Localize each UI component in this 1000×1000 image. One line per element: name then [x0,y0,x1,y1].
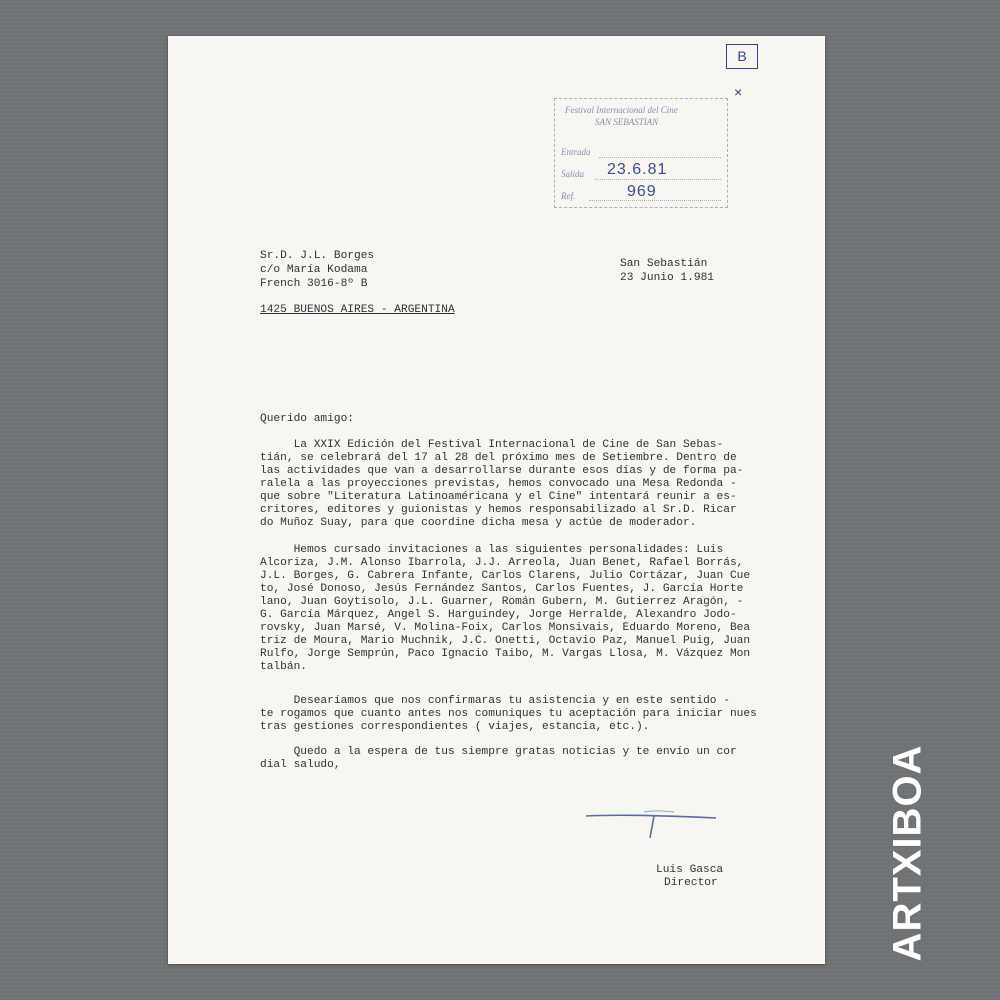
paragraph-line: las actividades que van a desarrollarse durante esos días y de forma pa- [260,465,744,477]
handwritten-signature [584,804,724,844]
recipient-name: Sr.D. J.L. Borges [260,250,375,262]
paragraph-line: tián, se celebrará del 17 al 28 del próximo mes de Setiembre. Dentro de [260,452,737,464]
paragraph-line: rovsky, Juan Marsé, V. Molina-Foix, Carlos Monsivais, Eduardo Moreno, Bea [260,622,751,634]
stamp-entrada-label: Entrada [561,147,591,157]
stamp-ref-label: Ref. [561,191,576,201]
stamp-line-1: Festival Internacional del Cine [565,105,678,115]
stamp-ref-number: 969 [627,183,657,200]
paragraph-line: que sobre "Literatura Latinoaméricana y el Cine" intentará reunir a es- [260,491,737,503]
recipient-care-of: c/o María Kodama [260,264,368,276]
sender-city: San Sebastián [620,258,708,270]
paragraph-line: triz de Moura, Mario Muchnik, J.C. Onetti, Octavio Paz, Manuel Puig, Juan [260,635,751,647]
paragraph-line: Rulfo, Jorge Semprún, Paco Ignacio Taibo, M. Vargas Llosa, M. Vázquez Mon [260,648,751,660]
paragraph-line: dial saludo, [260,759,341,771]
paragraph-line: to, José Donoso, Jesús Fernández Santos, Carlos Fuentes, J. García Horte [260,583,744,595]
stamp-divider [599,157,721,158]
archive-box-label: B [726,44,758,69]
stamp-salida-label: Salida [561,169,585,179]
paragraph-line: tras gestiones correspondientes ( viajes, estancia, etc.). [260,721,650,733]
recipient-city-country: 1425 BUENOS AIRES - ARGENTINA [260,304,455,316]
letter-page [168,36,825,964]
paragraph-line: critores, editores y guionistas y hemos responsabilizado al Sr.D. Ricar [260,504,737,516]
paragraph-line: talbán. [260,661,307,673]
paragraph-line: Hemos cursado invitaciones a las siguientes personalidades: Luis [260,544,724,556]
paragraph-line: Quedo a la espera de tus siempre gratas noticias y te envío un cor [260,746,737,758]
paragraph-line: G. García Márquez, Angel S. Harguindey, Jorge Herralde, Alexandro Jodo- [260,609,737,621]
paragraph-line: Alcoriza, J.M. Alonso Ibarrola, J.J. Arreola, Juan Benet, Rafael Borrás, [260,557,744,569]
recipient-street: French 3016-8º B [260,278,368,290]
stamp-divider [595,179,721,180]
watermark-text: ARTXIBOA [885,744,930,962]
paragraph-line: Desearíamos que nos confirmaras tu asistencia y en este sentido - [260,695,730,707]
archive-watermark [858,738,958,968]
salutation: Querido amigo: [260,413,354,425]
signatory-title: Director [664,877,718,889]
paragraph-line: J.L. Borges, G. Cabrera Infante, Carlos Clarens, Julio Cortázar, Juan Cue [260,570,751,582]
paragraph-line: lano, Juan Goytisolo, J.L. Guarner, Román Gubern, M. Gutierrez Aragón, - [260,596,744,608]
paragraph-line: do Muñoz Suay, para que coordine dicha mesa y actúe de moderador. [260,517,697,529]
stamp-salida-date: 23.6.81 [607,161,668,178]
signatory-name: Luis Gasca [656,864,724,876]
paragraph-line: La XXIX Edición del Festival Internacional de Cine de San Sebas- [260,439,724,451]
stamp-line-2: SAN SEBASTIAN [595,117,659,127]
letter-date: 23 Junio 1.981 [620,272,714,284]
corner-mark: × [734,84,743,100]
paragraph-line: ralela a las proyecciones previstas, hemos convocado una Mesa Redonda - [260,478,737,490]
paragraph-line: te rogamos que cuanto antes nos comuniques tu aceptación para iniciar nues [260,708,757,720]
festival-received-stamp [554,98,728,208]
